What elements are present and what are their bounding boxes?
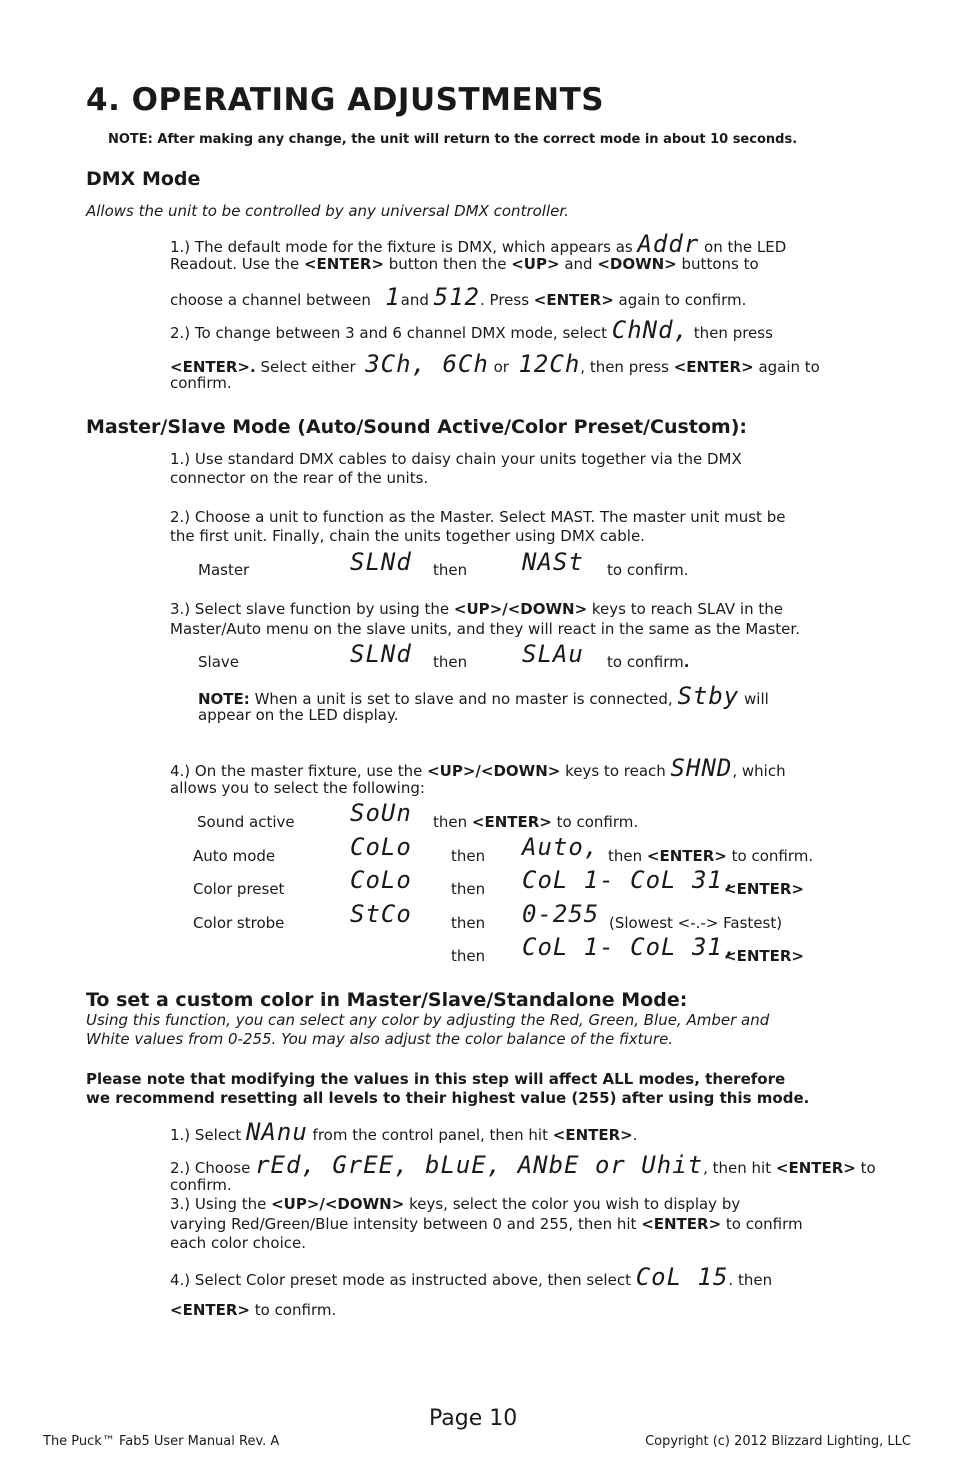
led-readout: 1 — [385, 283, 401, 311]
slave-label: Slave — [198, 653, 239, 671]
custom-intro-line-2: White values from 0-255. You may also adjust the color balance of the fixture. — [86, 1030, 674, 1048]
page-number: Page 10 — [429, 1406, 518, 1431]
led-readout: ChNd, — [611, 316, 690, 344]
then-label: then — [451, 847, 486, 865]
then-label: then — [451, 947, 486, 965]
dmx-step-2-line-3: confirm. — [170, 374, 232, 392]
dmx-mode-heading: DMX Mode — [86, 168, 201, 190]
dmx-step-2-line-2: <ENTER>. Select either 3Ch, 6Ch or 12Ch, then press <ENTER> again to — [170, 350, 820, 378]
dmx-intro: Allows the unit to be controlled by any universal DMX controller. — [86, 202, 569, 220]
custom-step-3-line-1: 3.) Using the <UP>/<DOWN> keys, select the color you wish to display by — [170, 1195, 741, 1213]
led-readout: SLNd — [350, 548, 412, 576]
custom-warning-line-2: we recommend resetting all levels to their highest value (255) after using this mode. — [86, 1089, 810, 1107]
then-label: then — [451, 914, 486, 932]
custom-step-3-line-3: each color choice. — [170, 1234, 306, 1252]
slave-note-line-2: appear on the LED display. — [198, 706, 399, 724]
led-readout: Addr — [637, 230, 700, 258]
ms-step-3-line-2: Master/Auto menu on the slave units, and they will react in the same as the Master. — [170, 620, 800, 638]
custom-step-3-line-2: varying Red/Green/Blue intensity between 0 and 255, then hit <ENTER> to confirm — [170, 1215, 803, 1233]
led-readout: CoL 1- CoL 31, — [522, 933, 739, 961]
custom-step-4-line-2: <ENTER> to confirm. — [170, 1301, 337, 1319]
option-label: Color strobe — [193, 914, 285, 932]
ms-step-4-line-2: allows you to select the following: — [170, 779, 425, 797]
option-action: then <ENTER> to confirm. — [433, 813, 639, 831]
option-action: <ENTER> — [724, 947, 804, 965]
slave-note-line-1: NOTE: When a unit is set to slave and no master is connected, Stby will — [198, 682, 769, 710]
ms-step-2-line-2: the first unit. Finally, chain the units together using DMX cable. — [170, 527, 645, 545]
custom-warning-line-1: Please note that modifying the values in this step will affect ALL modes, therefore — [86, 1070, 786, 1088]
ms-step-2-line-1: 2.) Choose a unit to function as the Master. Select MAST. The master unit must be — [170, 508, 786, 526]
led-readout: CoLo — [350, 833, 412, 861]
ms-step-1-line-1: 1.) Use standard DMX cables to daisy chain your units together via the DMX — [170, 450, 742, 468]
led-readout: rEd, GrEE, bLuE, ANbE or Uhit — [255, 1151, 704, 1179]
custom-step-1: 1.) Select NAnu from the control panel, then hit <ENTER>. — [170, 1118, 638, 1146]
led-readout: SoUn — [350, 799, 412, 827]
custom-color-heading: To set a custom color in Master/Slave/Standalone Mode: — [86, 989, 688, 1011]
custom-step-2-line-2: confirm. — [170, 1176, 232, 1194]
led-readout: 0-255 — [522, 900, 600, 928]
ms-step-4-line-1: 4.) On the master fixture, use the <UP>/<DOWN> keys to reach SHND, which — [170, 754, 786, 782]
master-label: Master — [198, 561, 250, 579]
led-readout: CoL 1- CoL 31, — [522, 866, 739, 894]
option-action: <ENTER> — [724, 880, 804, 898]
led-readout: CoL 15 — [635, 1263, 729, 1291]
top-note: NOTE: After making any change, the unit will return to the correct mode in about 10 seconds. — [108, 132, 798, 147]
then-label: then — [433, 653, 468, 671]
master-slave-heading: Master/Slave Mode (Auto/Sound Active/Color Preset/Custom): — [86, 416, 747, 438]
dmx-step-1-line-3: choose a channel between 1and 512. Press <ENTER> again to confirm. — [170, 283, 747, 311]
custom-step-2-line-1: 2.) Choose rEd, GrEE, bLuE, ANbE or Uhit, then hit <ENTER> to — [170, 1151, 876, 1179]
led-readout: NASt — [522, 548, 584, 576]
led-readout: NAnu — [245, 1118, 308, 1146]
option-label: Color preset — [193, 880, 285, 898]
confirm-label: to confirm. — [607, 561, 689, 579]
led-readout: SHND — [670, 754, 733, 782]
option-label: Sound active — [197, 813, 295, 831]
ms-step-3-line-1: 3.) Select slave function by using the <UP>/<DOWN> keys to reach SLAV in the — [170, 600, 783, 618]
dmx-step-1-line-2: Readout. Use the <ENTER> button then the <UP> and <DOWN> buttons to — [170, 255, 759, 273]
led-readout: SLAu — [522, 640, 584, 668]
led-readout: 3Ch, 6Ch — [365, 350, 489, 378]
led-readout: 512 — [433, 283, 480, 311]
led-readout: Stby — [677, 682, 740, 710]
option-action: (Slowest <-.-> Fastest) — [609, 914, 783, 932]
led-readout: StCo — [350, 900, 412, 928]
then-label: then — [433, 561, 468, 579]
footer-right: Copyright (c) 2012 Blizzard Lighting, LLC — [645, 1434, 911, 1449]
option-action: then <ENTER> to confirm. — [608, 847, 814, 865]
custom-intro-line-1: Using this function, you can select any color by adjusting the Red, Green, Blue, Amber and — [86, 1011, 770, 1029]
confirm-label: to confirm. — [607, 653, 690, 671]
ms-step-1-line-2: connector on the rear of the units. — [170, 469, 429, 487]
option-label: Auto mode — [193, 847, 276, 865]
led-readout: Auto, — [522, 833, 600, 861]
custom-step-4-line-1: 4.) Select Color preset mode as instructed above, then select CoL 15. then — [170, 1263, 773, 1291]
led-readout: 12Ch — [518, 350, 581, 378]
dmx-step-1-line-1: 1.) The default mode for the fixture is DMX, which appears as Addr on the LED — [170, 230, 787, 258]
led-readout: SLNd — [350, 640, 412, 668]
page-title: 4. OPERATING ADJUSTMENTS — [86, 82, 605, 118]
dmx-step-2-line-1: 2.) To change between 3 and 6 channel DMX mode, select ChNd, then press — [170, 316, 773, 344]
then-label: then — [451, 880, 486, 898]
footer-left: The Puck™ Fab5 User Manual Rev. A — [43, 1434, 280, 1449]
led-readout: CoLo — [350, 866, 412, 894]
